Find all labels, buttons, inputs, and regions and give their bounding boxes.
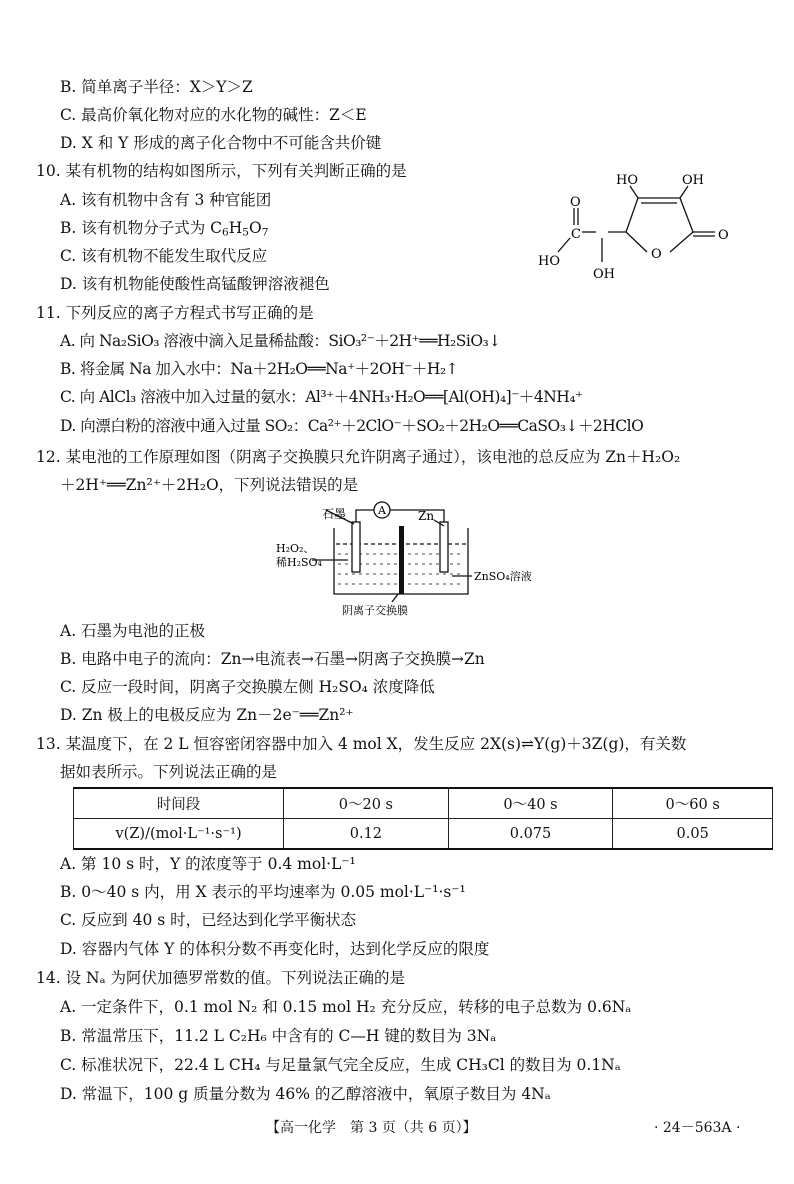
q13-option-c: C. 反应到 40 s 时，已经达到化学平衡状态 — [60, 911, 357, 929]
q12-stem-line1: 12. 某电池的工作原理如图（阴离子交换膜只允许阴离子通过），该电池的总反应为 Zn＋H₂O₂ — [36, 448, 681, 466]
q14-option-d: D. 常温下，100 g 质量分数为 46% 的乙醇溶液中，氧原子数目为 4Nₐ — [60, 1085, 551, 1103]
q14-option-a: A. 一定条件下，0.1 mol N₂ 和 0.15 mol H₂ 充分反应，转移的电子总数为 0.6Nₐ — [60, 998, 632, 1016]
page-footer-center: 【高一化学 第 3 页（共 6 页）】 — [266, 1120, 477, 1136]
graphite-label: 石墨 — [322, 507, 347, 521]
q11-option-c: C. 向 AlCl₃ 溶液中加入过量的氨水：Al³⁺＋4NH₃·H₂O══[Al(OH)₄]⁻＋4NH₄⁺ — [60, 388, 583, 406]
q9-option-c: C. 最高价氧化物对应的水化物的碱性：Z＜E — [60, 106, 367, 124]
q10-stem: 10. 某有机物的结构如图所示，下列有关判断正确的是 — [36, 162, 407, 180]
q13-option-d: D. 容器内气体 Y 的体积分数不再变化时，达到化学反应的限度 — [60, 940, 490, 958]
table-header-cell: 0～60 s — [613, 788, 773, 819]
q14-option-c: C. 标准状况下，22.4 L CH₄ 与足量氯气完全反应，生成 CH₃Cl 的数目为 0.1Nₐ — [60, 1056, 621, 1074]
membrane-label: 阴离子交换膜 — [342, 604, 408, 617]
table-header-cell: 0～20 s — [284, 788, 449, 819]
q9-option-b: B. 简单离子半径：X＞Y＞Z — [60, 78, 253, 96]
carboxyl-oxygen-label: O — [570, 195, 581, 210]
q10-option-b: B. 该有机物分子式为 $C_6H_5O_7$ — [60, 219, 269, 239]
q10-option-a: A. 该有机物中含有 3 种官能团 — [60, 191, 272, 209]
battery-diagram — [268, 500, 558, 620]
carboxyl-ho-label: HO — [538, 254, 560, 269]
table-header-row — [74, 788, 773, 819]
q12-option-a: A. 石墨为电池的正极 — [60, 622, 206, 640]
ammeter-label: A — [378, 504, 386, 517]
q12-option-d: D. Zn 极上的电极反应为 Zn－2e⁻══Zn²⁺ — [60, 706, 354, 724]
page-footer-code: · 24－563A · — [654, 1120, 741, 1136]
q11-option-d: D. 向漂白粉的溶液中通入过量 SO₂：Ca²⁺＋2ClO⁻＋SO₂＋2H₂O══CaSO₃↓＋2HClO — [60, 417, 644, 435]
q13-option-b: B. 0～40 s 内，用 X 表示的平均速率为 0.05 mol·L⁻¹·s⁻¹ — [60, 883, 466, 901]
q12-stem-line2: ＋2H⁺══Zn²⁺＋2H₂O，下列说法错误的是 — [60, 476, 359, 494]
q14-stem: 14. 设 Nₐ 为阿伏加德罗常数的值。下列说法正确的是 — [36, 969, 405, 987]
left-solution-label-2: 稀H₂SO₄ — [276, 556, 322, 569]
q12-option-c: C. 反应一段时间，阴离子交换膜左侧 H₂SO₄ 浓度降低 — [60, 678, 435, 696]
q11-stem: 11. 下列反应的离子方程式书写正确的是 — [36, 304, 314, 322]
q13-option-a: A. 第 10 s 时，Y 的浓度等于 0.4 mol·L⁻¹ — [60, 855, 356, 873]
table-header-cell: 时间段 — [74, 788, 284, 819]
carbon-label: C — [571, 227, 581, 242]
q12-option-b: B. 电路中电子的流向：Zn→电流表→石墨→阴离子交换膜→Zn — [60, 650, 485, 668]
rate-table — [73, 787, 773, 850]
table-cell: 0.05 — [613, 819, 773, 850]
table-cell: v(Z)/(mol·L⁻¹·s⁻¹) — [74, 819, 284, 850]
ring-oh-label: OH — [682, 173, 704, 188]
table-header-cell: 0～40 s — [448, 788, 613, 819]
organic-structure-figure — [530, 170, 780, 295]
left-solution-label-1: H₂O₂、 — [276, 542, 315, 555]
q10-option-d: D. 该有机物能使酸性高锰酸钾溶液褪色 — [60, 275, 330, 293]
ring-oxygen-label: O — [651, 247, 662, 262]
q11-option-b: B. 将金属 Na 加入水中：Na＋2H₂O══Na⁺＋2OH⁻＋H₂↑ — [60, 360, 459, 378]
keto-oxygen-label: O — [718, 228, 729, 243]
q10-option-c: C. 该有机物不能发生取代反应 — [60, 247, 268, 265]
q14-option-b: B. 常温常压下，11.2 L C₂H₆ 中含有的 C—H 键的数目为 3Nₐ — [60, 1027, 497, 1045]
table-cell: 0.075 — [448, 819, 613, 850]
q13-stem-line2: 据如表所示。下列说法正确的是 — [60, 763, 278, 781]
ring-ho-label: HO — [616, 173, 638, 188]
table-row — [74, 819, 773, 850]
q13-stem-line1: 13. 某温度下，在 2 L 恒容密闭容器中加入 4 mol X，发生反应 2X(s)⇌Y(g)＋3Z(g)，有关数 — [36, 735, 687, 753]
zn-label: Zn — [418, 509, 435, 523]
q9-option-d: D. X 和 Y 形成的离子化合物中不可能含共价键 — [60, 134, 382, 152]
side-oh-label: OH — [593, 267, 615, 282]
right-solution-label: ZnSO₄溶液 — [474, 570, 532, 583]
q11-option-a: A. 向 Na₂SiO₃ 溶液中滴入足量稀盐酸：SiO₃²⁻＋2H⁺══H₂SiO₃↓ — [60, 332, 501, 350]
table-cell: 0.12 — [284, 819, 449, 850]
